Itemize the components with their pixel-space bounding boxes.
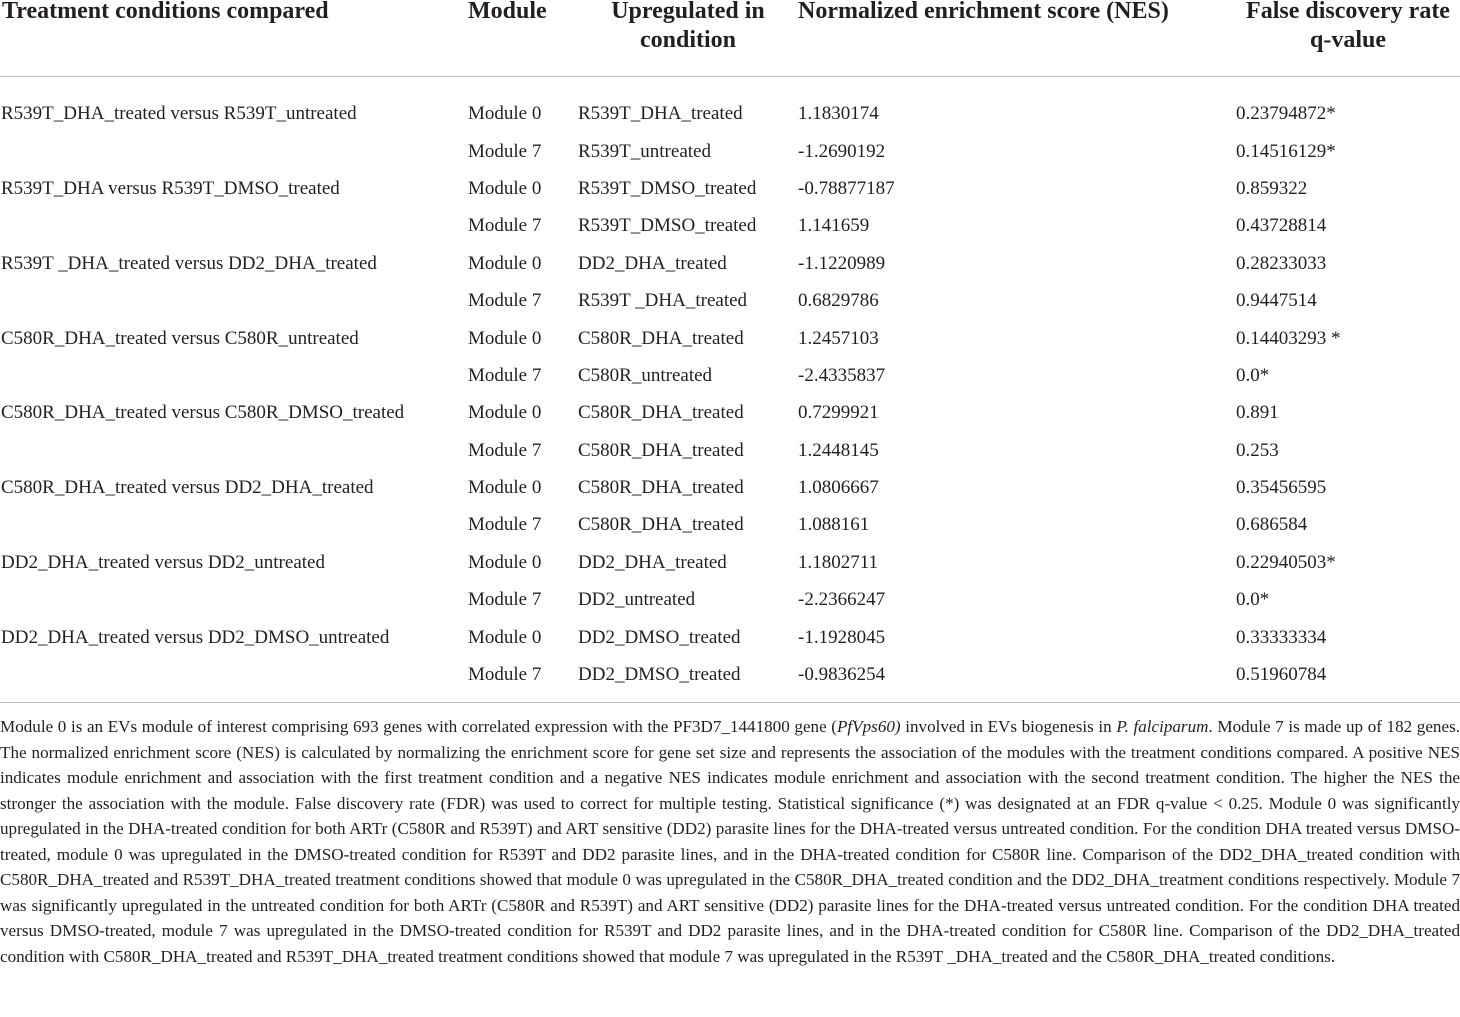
footnote-species-name: P. falciparum — [1116, 717, 1209, 736]
cell-upregulated-in: DD2_DMSO_treated — [578, 664, 741, 686]
cell-fdr-q-value: 0.253 — [1236, 439, 1279, 461]
cell-fdr-q-value: 0.43728814 — [1236, 215, 1327, 237]
table-row — [0, 208, 1460, 245]
table-row — [0, 245, 1460, 282]
cell-upregulated-in: C580R_DHA_treated — [578, 402, 744, 424]
cell-module: Module 7 — [468, 439, 542, 461]
table-row — [0, 96, 1460, 133]
cell-nes: -0.9836254 — [798, 664, 886, 686]
table-row — [0, 170, 1460, 207]
cell-upregulated-in: DD2_untreated — [578, 589, 696, 611]
cell-module: Module 7 — [468, 589, 542, 611]
table-row — [0, 507, 1460, 544]
table-row — [0, 432, 1460, 469]
cell-fdr-q-value: 0.9447514 — [1236, 290, 1317, 312]
cell-nes: 1.088161 — [798, 514, 870, 536]
table-row — [0, 133, 1460, 170]
cell-comparison: R539T _DHA_treated versus DD2_DHA_treated — [1, 252, 377, 274]
cell-upregulated-in: C580R_DHA_treated — [578, 439, 744, 461]
cell-module: Module 7 — [468, 514, 542, 536]
cell-nes: 0.7299921 — [798, 402, 879, 424]
header-label: False discovery rate — [1246, 0, 1450, 24]
header-label: Upregulated in — [611, 0, 765, 24]
cell-nes: 1.141659 — [798, 215, 870, 237]
header-row — [0, 0, 1460, 76]
cell-fdr-q-value: 0.22940503* — [1236, 551, 1336, 573]
cell-comparison: R539T_DHA_treated versus R539T_untreated — [1, 103, 357, 125]
cell-comparison: C580R_DHA_treated versus DD2_DHA_treated — [1, 477, 374, 499]
cell-nes: 1.2448145 — [798, 439, 879, 461]
cell-comparison: C580R_DHA_treated versus C580R_DMSO_treated — [1, 402, 405, 424]
table-row — [0, 469, 1460, 506]
cell-fdr-q-value: 0.14403293 * — [1236, 327, 1341, 349]
cell-module: Module 0 — [468, 477, 542, 499]
cell-fdr-q-value: 0.0* — [1236, 589, 1270, 611]
header-nes — [798, 0, 1236, 76]
cell-upregulated-in: R539T _DHA_treated — [578, 290, 748, 312]
cell-comparison — [0, 656, 468, 693]
header-upregulated-in — [578, 0, 798, 76]
header-treatment-conditions — [0, 0, 468, 76]
table-row — [0, 320, 1460, 357]
header-label: Module — [468, 0, 547, 24]
cell-comparison: R539T_DHA versus R539T_DMSO_treated — [1, 177, 340, 199]
cell-nes: 1.1830174 — [798, 103, 879, 125]
cell-module: Module 0 — [468, 177, 542, 199]
cell-upregulated-in: R539T_DMSO_treated — [578, 177, 757, 199]
cell-module: Module 7 — [468, 290, 542, 312]
cell-fdr-q-value: 0.859322 — [1236, 177, 1308, 199]
cell-comparison: C580R_DHA_treated versus C580R_untreated — [1, 327, 359, 349]
cell-fdr-q-value: 0.51960784 — [1236, 664, 1327, 686]
cell-nes: 0.6829786 — [798, 290, 879, 312]
cell-module: Module 0 — [468, 252, 542, 274]
table-row — [0, 282, 1460, 319]
table-body — [0, 76, 1460, 694]
cell-module: Module 7 — [468, 140, 542, 162]
cell-fdr-q-value: 0.0* — [1236, 364, 1270, 386]
table-row — [0, 619, 1460, 656]
header-fdr — [1236, 0, 1460, 76]
footnote-text: Module 0 is an EVs module of interest comprising 693 genes with correlated expression with the PF3D7_1441800 gene ( — [0, 717, 837, 736]
table-row — [0, 656, 1460, 693]
cell-module: Module 0 — [468, 327, 542, 349]
cell-upregulated-in: C580R_untreated — [578, 364, 713, 386]
cell-fdr-q-value: 0.35456595 — [1236, 477, 1327, 499]
cell-nes: 1.2457103 — [798, 327, 879, 349]
cell-nes: 1.0806667 — [798, 477, 879, 499]
table-row — [0, 582, 1460, 619]
cell-fdr-q-value: 0.686584 — [1236, 514, 1308, 536]
cell-upregulated-in: DD2_DHA_treated — [578, 551, 727, 573]
table-footnote — [0, 714, 1460, 969]
cell-module: Module 0 — [468, 626, 542, 648]
cell-comparison — [0, 357, 468, 394]
cell-nes: 1.1802711 — [798, 551, 879, 573]
cell-comparison — [0, 133, 468, 170]
cell-comparison — [0, 282, 468, 319]
spacer-row — [0, 76, 1460, 96]
table-header — [0, 0, 1460, 76]
footnote-text: . Module 7 is made up of 182 genes. The normalized enrichment score (NES) is calculated by normalizing the enrichment score for gene set size and represents the association of the modules with the treatment conditions compared. A positive NES indicates module enrichment and association with the first treatment condition and a negative NES indicates module enrichment and association with the second treatment condition. The higher the NES the stronger the association with the module. False discovery rate (FDR) was used to correct for multiple testing. Statistical significance (*) was designated at an FDR q-value < 0.25. Module 0 was significantly upregulated in the DHA-treated condition for both ARTr (C580R and R539T) and ART sensitive (DD2) parasite lines for the DHA-treated versus untreated condition. For the condition DHA treated versus DMSO-treated, module 0 was upregulated in the DMSO-treated condition for R539T and DD2 parasite lines, and in the DHA-treated condition for C580R line. Comparison of the DD2_DHA_treated condition with C580R_DHA_treated and R539T_DHA_treated treatment conditions showed that module 0 was upregulated in the C580R_DHA_treated condition and the DD2_DHA_treatment conditions respectively. Module 7 was significantly upregulated in the untreated condition for both ARTr (C580R and R539T) and ART sensitive (DD2) parasite lines for the DHA-treated versus untreated condition. For the condition DHA treated versus DMSO-treated, module 7 was upregulated in the DMSO-treated condition for R539T and DD2 parasite lines, and in the DHA-treated condition for C580R line. Comparison of the DD2_DHA_treated condition with C580R_DHA_treated and R539T_DHA_treated treatment conditions showed that module 7 was upregulated in the R539T _DHA_treated and the C580R_DHA_treated conditions. — [0, 717, 1460, 966]
cell-fdr-q-value: 0.14516129* — [1236, 140, 1336, 162]
cell-comparison — [0, 507, 468, 544]
cell-comparison: DD2_DHA_treated versus DD2_DMSO_untreated — [1, 626, 390, 648]
footnote-gene-name: PfVps60) — [836, 717, 901, 736]
cell-comparison — [0, 208, 468, 245]
table-bottom-rule — [0, 702, 1460, 703]
cell-upregulated-in: C580R_DHA_treated — [578, 514, 744, 536]
cell-module: Module 7 — [468, 364, 542, 386]
cell-nes: -2.2366247 — [798, 589, 886, 611]
cell-fdr-q-value: 0.23794872* — [1236, 103, 1336, 125]
cell-upregulated-in: R539T_untreated — [578, 140, 711, 162]
cell-module: Module 0 — [468, 103, 542, 125]
header-module — [468, 0, 578, 76]
cell-comparison — [0, 582, 468, 619]
table-row — [0, 357, 1460, 394]
table-row — [0, 395, 1460, 432]
header-label-line2: condition — [639, 27, 737, 53]
cell-module: Module 0 — [468, 402, 542, 424]
cell-upregulated-in: R539T_DHA_treated — [578, 103, 743, 125]
cell-fdr-q-value: 0.33333334 — [1236, 626, 1327, 648]
cell-upregulated-in: C580R_DHA_treated — [578, 477, 744, 499]
cell-upregulated-in: DD2_DMSO_treated — [578, 626, 741, 648]
table-row — [0, 544, 1460, 581]
cell-module: Module 0 — [468, 551, 542, 573]
cell-upregulated-in: C580R_DHA_treated — [578, 327, 744, 349]
footnote-text: involved in EVs biogenesis in — [900, 717, 1117, 736]
cell-comparison: DD2_DHA_treated versus DD2_untreated — [1, 551, 325, 573]
cell-upregulated-in: DD2_DHA_treated — [578, 252, 727, 274]
header-label: Normalized enrichment score (NES) — [798, 0, 1169, 24]
header-label: Treatment conditions compared — [2, 0, 329, 24]
cell-upregulated-in: R539T_DMSO_treated — [578, 215, 757, 237]
cell-nes: -2.4335837 — [798, 364, 886, 386]
cell-fdr-q-value: 0.891 — [1236, 402, 1279, 424]
header-label-line2: q-value — [1309, 27, 1386, 53]
cell-module: Module 7 — [468, 215, 542, 237]
cell-nes: -1.1928045 — [798, 626, 886, 648]
cell-nes: -1.1220989 — [798, 252, 886, 274]
cell-nes: -1.2690192 — [798, 140, 886, 162]
cell-module: Module 7 — [468, 664, 542, 686]
cell-comparison — [0, 432, 468, 469]
cell-nes: -0.78877187 — [798, 177, 895, 199]
cell-fdr-q-value: 0.28233033 — [1236, 252, 1327, 274]
